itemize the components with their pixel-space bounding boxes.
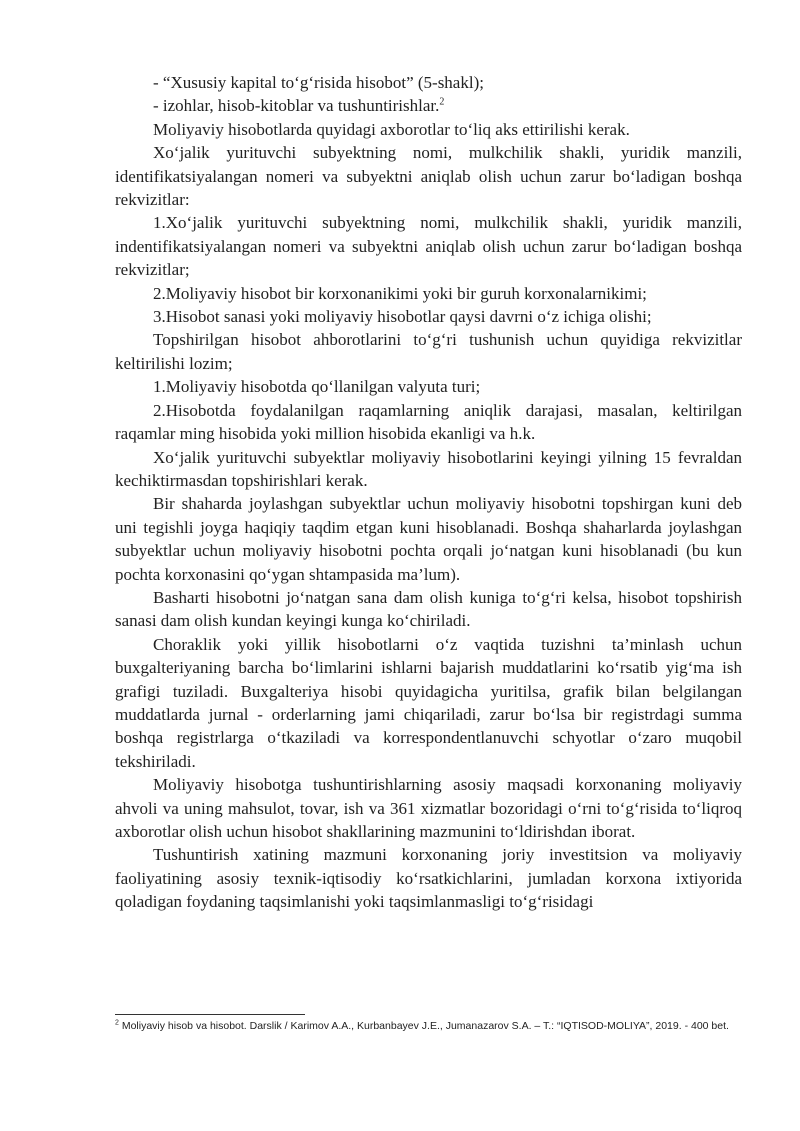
footnote-marker: 2	[115, 1019, 119, 1027]
paragraph: Choraklik yoki yillik hisobotlarni o‘z vaqtida tuzishni ta’minlash uchun buxgalteriyaning barcha bo‘limlarini ishlarni bajarish muddatlarini ko‘rsatib yig‘ma ish grafigi tuziladi. Buxgalteriya hisobi quyidagicha yuritilsa, grafik bilan belgilangan muddatlarda jurnal - orderlarning jami chiqariladi, zarur bo‘lsa bir registrdagi summa boshqa registrlarga o‘tkaziladi va korrespondentlanuvchi schyotlar o‘zaro muqobil tekshiriladi.	[115, 634, 742, 771]
paragraph: 3.Hisobot sanasi yoki moliyaviy hisobotlar qaysi davrni o‘z ichiga olishi;	[153, 307, 652, 327]
paragraph: 1.Xo‘jalik yurituvchi subyektning nomi, mulkchilik shakli, yuridik manzili, indentifikatsiyalangan nomeri va subyektni aniqlab olish uchun zarur bo‘ladigan boshqa rekvizitlar;	[115, 213, 742, 280]
paragraph: Moliyaviy hisobotga tushuntirishlarning asosiy maqsadi korxonaning moliyaviy ahvoli va uning mahsulot, tovar, ish va 361 xizmatlar bozoridagi o‘rni to‘g‘risida to‘liqroq axborotlar olish uchun hisobot shakllarining mazmunini to‘ldirishdan iborat.	[115, 775, 742, 841]
paragraph: Xo‘jalik yurituvchi subyektlar moliyaviy hisobotlarini keyingi yilning 15 fevraldan kechiktirmasdan topshirishlari kerak.	[115, 447, 742, 490]
paragraph: Bir shaharda joylashgan subyektlar uchun moliyaviy hisobotni topshirgan kuni deb uni tegishli joyga haqiqiy taqdim etgan kuni hisoblanadi. Boshqa shaharlarda joylashgan subyektlar uchun moliyaviy hisobotni pochta orqali jo‘natgan kuni hisoblanadi (bu kun pochta korxonasini qo‘ygan shtampasida ma’lum).	[115, 494, 742, 584]
footnote	[115, 1018, 742, 1034]
paragraph-text: - izohlar, hisob-kitoblar va tushuntirishlar.	[153, 96, 440, 116]
paragraph: Tushuntirish xatining mazmuni korxonaning joriy investitsion va moliyaviy faoliyatining asosiy texnik-iqtisodiy ko‘rsatkichlarini, jumladan korxona ixtiyorida qoladigan foydaning taqsimlanishi yoki taqsimlanmasligi to‘g‘risidagi	[115, 845, 742, 912]
footnote-divider	[115, 1014, 305, 1015]
paragraph: Xo‘jalik yurituvchi subyektning nomi, mulkchilik shakli, yuridik manzili, identifikatsiyalangan nomeri va subyektni aniqlab olish uchun zarur bo‘ladigan boshqa rekvizitlar:	[115, 143, 742, 210]
paragraph: - “Xususiy kapital to‘g‘risida hisobot” (5-shakl);	[153, 73, 484, 92]
footnote-reference[interactable]: 2	[439, 96, 445, 108]
body-text	[115, 71, 742, 914]
paragraph: Moliyaviy hisobotlarda quyidagi axborotlar to‘liq aks ettirilishi kerak.	[153, 119, 630, 139]
paragraph: 1.Moliyaviy hisobotda qo‘llanilgan valyuta turi;	[153, 377, 481, 397]
paragraph: Topshirilgan hisobot ahborotlarini to‘g‘ri tushunish uchun quyidiga rekvizitlar keltirilishi lozim;	[115, 330, 742, 373]
paragraph: 2.Hisobotda foydalanilgan raqamlarning aniqlik darajasi, masalan, keltirilgan raqamlar ming hisobida yoki million hisobida ekanligi va h.k.	[115, 400, 742, 444]
paragraph: 2.Moliyaviy hisobot bir korxonanikimi yoki bir guruh korxonalarnikimi;	[153, 283, 647, 303]
paragraph: Basharti hisobotni jo‘natgan sana dam olish kuniga to‘g‘ri kelsa, hisobot topshirish sanasi dam olish kundan keyingi kunga ko‘chiriladi.	[115, 587, 742, 631]
footnote-text: Moliyaviy hisob va hisobot. Darslik / Karimov A.A., Kurbanbayev J.E., Jumanazarov S.A. – T.: “IQTISOD-MOLIYA”, 2019. - 400 bet.	[121, 1020, 729, 1032]
paragraph	[115, 94, 742, 117]
